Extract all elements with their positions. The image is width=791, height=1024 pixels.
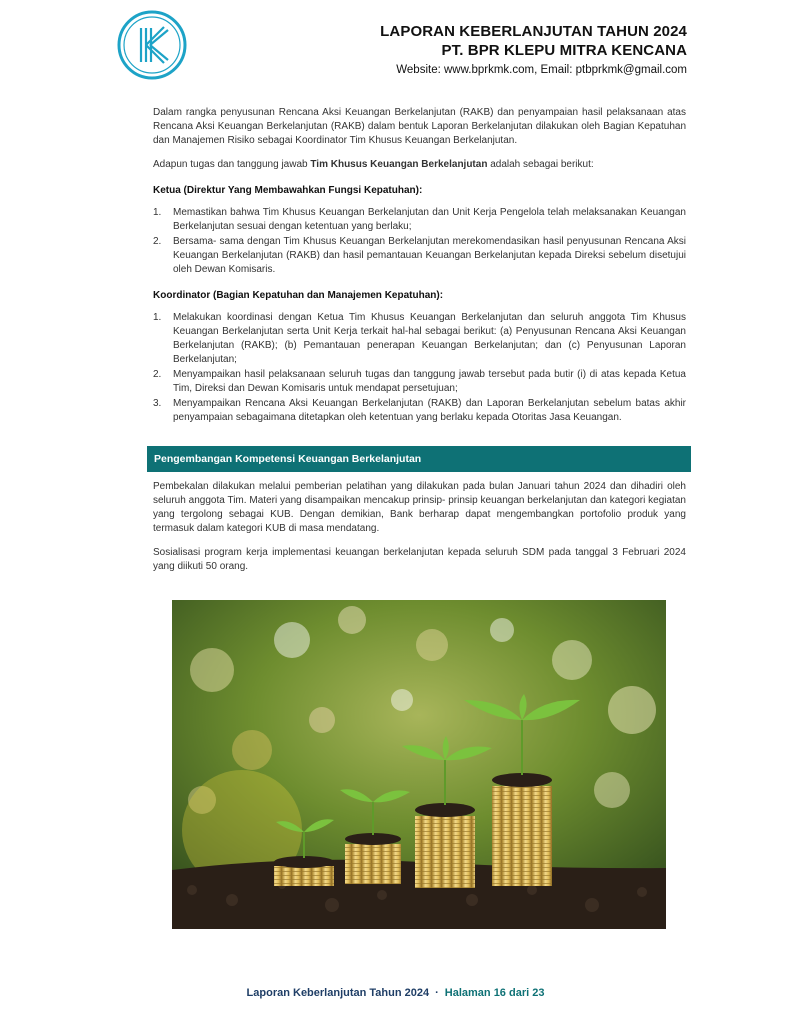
list-item: 1. Memastikan bahwa Tim Khusus Keuangan Berkelanjutan dan Unit Kerja Pengelola telah melaksanakan Keuangan Berkelanjutan sesuai dengan ketentuan yang berlaku; — [153, 207, 686, 232]
list-item: 2. Menyampaikan hasil pelaksanaan seluruh tugas dan tanggung jawab tersebut pada butir (i) di atas kepada Ketua Tim, Direksi dan Dewan Komisaris untuk mendapat persetujuan; — [153, 369, 686, 394]
footer-report-title: Laporan Keberlanjutan Tahun 2024 — [246, 987, 430, 999]
list-item: 2. Bersama- sama dengan Tim Khusus Keuangan Berkelanjutan merekomendasikan hasil penyusunan Rencana Aksi Keuangan Berkelanjutan (RAKB) dan hasil pemantauan Keuangan Berkelanjutan kepada Direksi sebelum disetujui oleh Dewan Komisaris. — [153, 236, 686, 275]
main-content — [153, 106, 686, 426]
report-header — [380, 22, 687, 80]
company-logo-icon — [117, 10, 187, 80]
report-title: LAPORAN KEBERLANJUTAN TAHUN 2024 — [380, 23, 687, 40]
koordinator-list — [153, 311, 686, 425]
list-item: 3. Menyampaikan Rencana Aksi Keuangan Berkelanjutan (RAKB) dan Laporan Berkelanjutan sebelum batas akhir penyampaian sebagaimana ditetapkan oleh ketentuan yang berlaku kepada Otoritas Jasa Keuangan. — [153, 398, 686, 423]
page-number: Halaman 16 dari 23 — [444, 987, 545, 999]
company-name: PT. BPR KLEPU MITRA KENCANA — [441, 42, 687, 59]
koordinator-heading: Koordinator (Bagian Kepatuhan dan Manajemen Kepatuhan): — [153, 290, 444, 301]
page-footer: Laporan Keberlanjutan Tahun 2024 · Halaman 16 dari 23 — [246, 987, 545, 999]
competency-content — [153, 480, 686, 584]
intro-paragraph-2: Adapun tugas dan tanggung jawab Tim Khusus Keuangan Berkelanjutan adalah sebagai berikut: — [153, 159, 594, 170]
list-item: 1. Melakukan koordinasi dengan Ketua Tim Khusus Keuangan Berkelanjutan dan seluruh anggota Tim Khusus Keuangan Berkelanjutan serta Unit Kerja terkait hal-hal sebagai berikut: (a) Penyusunan Rencana Aksi Keuangan Berkelanjutan (RAKB); (b) Pemantauan penerapan Keuangan Berkelanjutan; dan (c) Penyusunan Laporan Berkelanjutan; — [153, 312, 686, 365]
ketua-list — [153, 206, 686, 277]
section-band: Pengembangan Kompetensi Keuangan Berkelanjutan — [147, 446, 691, 472]
contact-info: Website: www.bprkmk.com, Email: ptbprkmk@gmail.com — [396, 64, 687, 76]
socialization-paragraph: Sosialisasi program kerja implementasi keuangan berkelanjutan kepada seluruh SDM pada tanggal 3 Februari 2024 yang diikuti 50 orang. — [153, 547, 686, 572]
competency-paragraph: Pembekalan dilakukan melalui pemberian pelatihan yang dilakukan pada bulan Januari tahun 2024 dan dihadiri oleh seluruh anggota Tim. Materi yang disampaikan mencakup prinsip- prinsip keuangan berkelanjutan dan kategori kegiatan yang tergolong sebagai KUB. Dengan demikian, Bank berharap dapat mengembangkan portofolio produk yang termasuk dalam kategori KUB di masa mendatang. — [153, 481, 686, 534]
ketua-heading: Ketua (Direktur Yang Membawahkan Fungsi Kepatuhan): — [153, 185, 423, 196]
intro-paragraph: Dalam rangka penyusunan Rencana Aksi Keuangan Berkelanjutan (RAKB) dan penyampaian hasil pelaksanaan atas Rencana Aksi Keuangan Berkelanjutan (RAKB) dalam bentuk Laporan Berkelanjutan dilakukan oleh Bagian Kepatuhan dan Manajemen Risiko sebagai Koordinator Tim Khusus Keuangan Berkelanjutan. — [153, 107, 686, 146]
coin-seedlings-photo — [172, 600, 666, 929]
team-name: Tim Khusus Keuangan Berkelanjutan — [310, 159, 488, 170]
